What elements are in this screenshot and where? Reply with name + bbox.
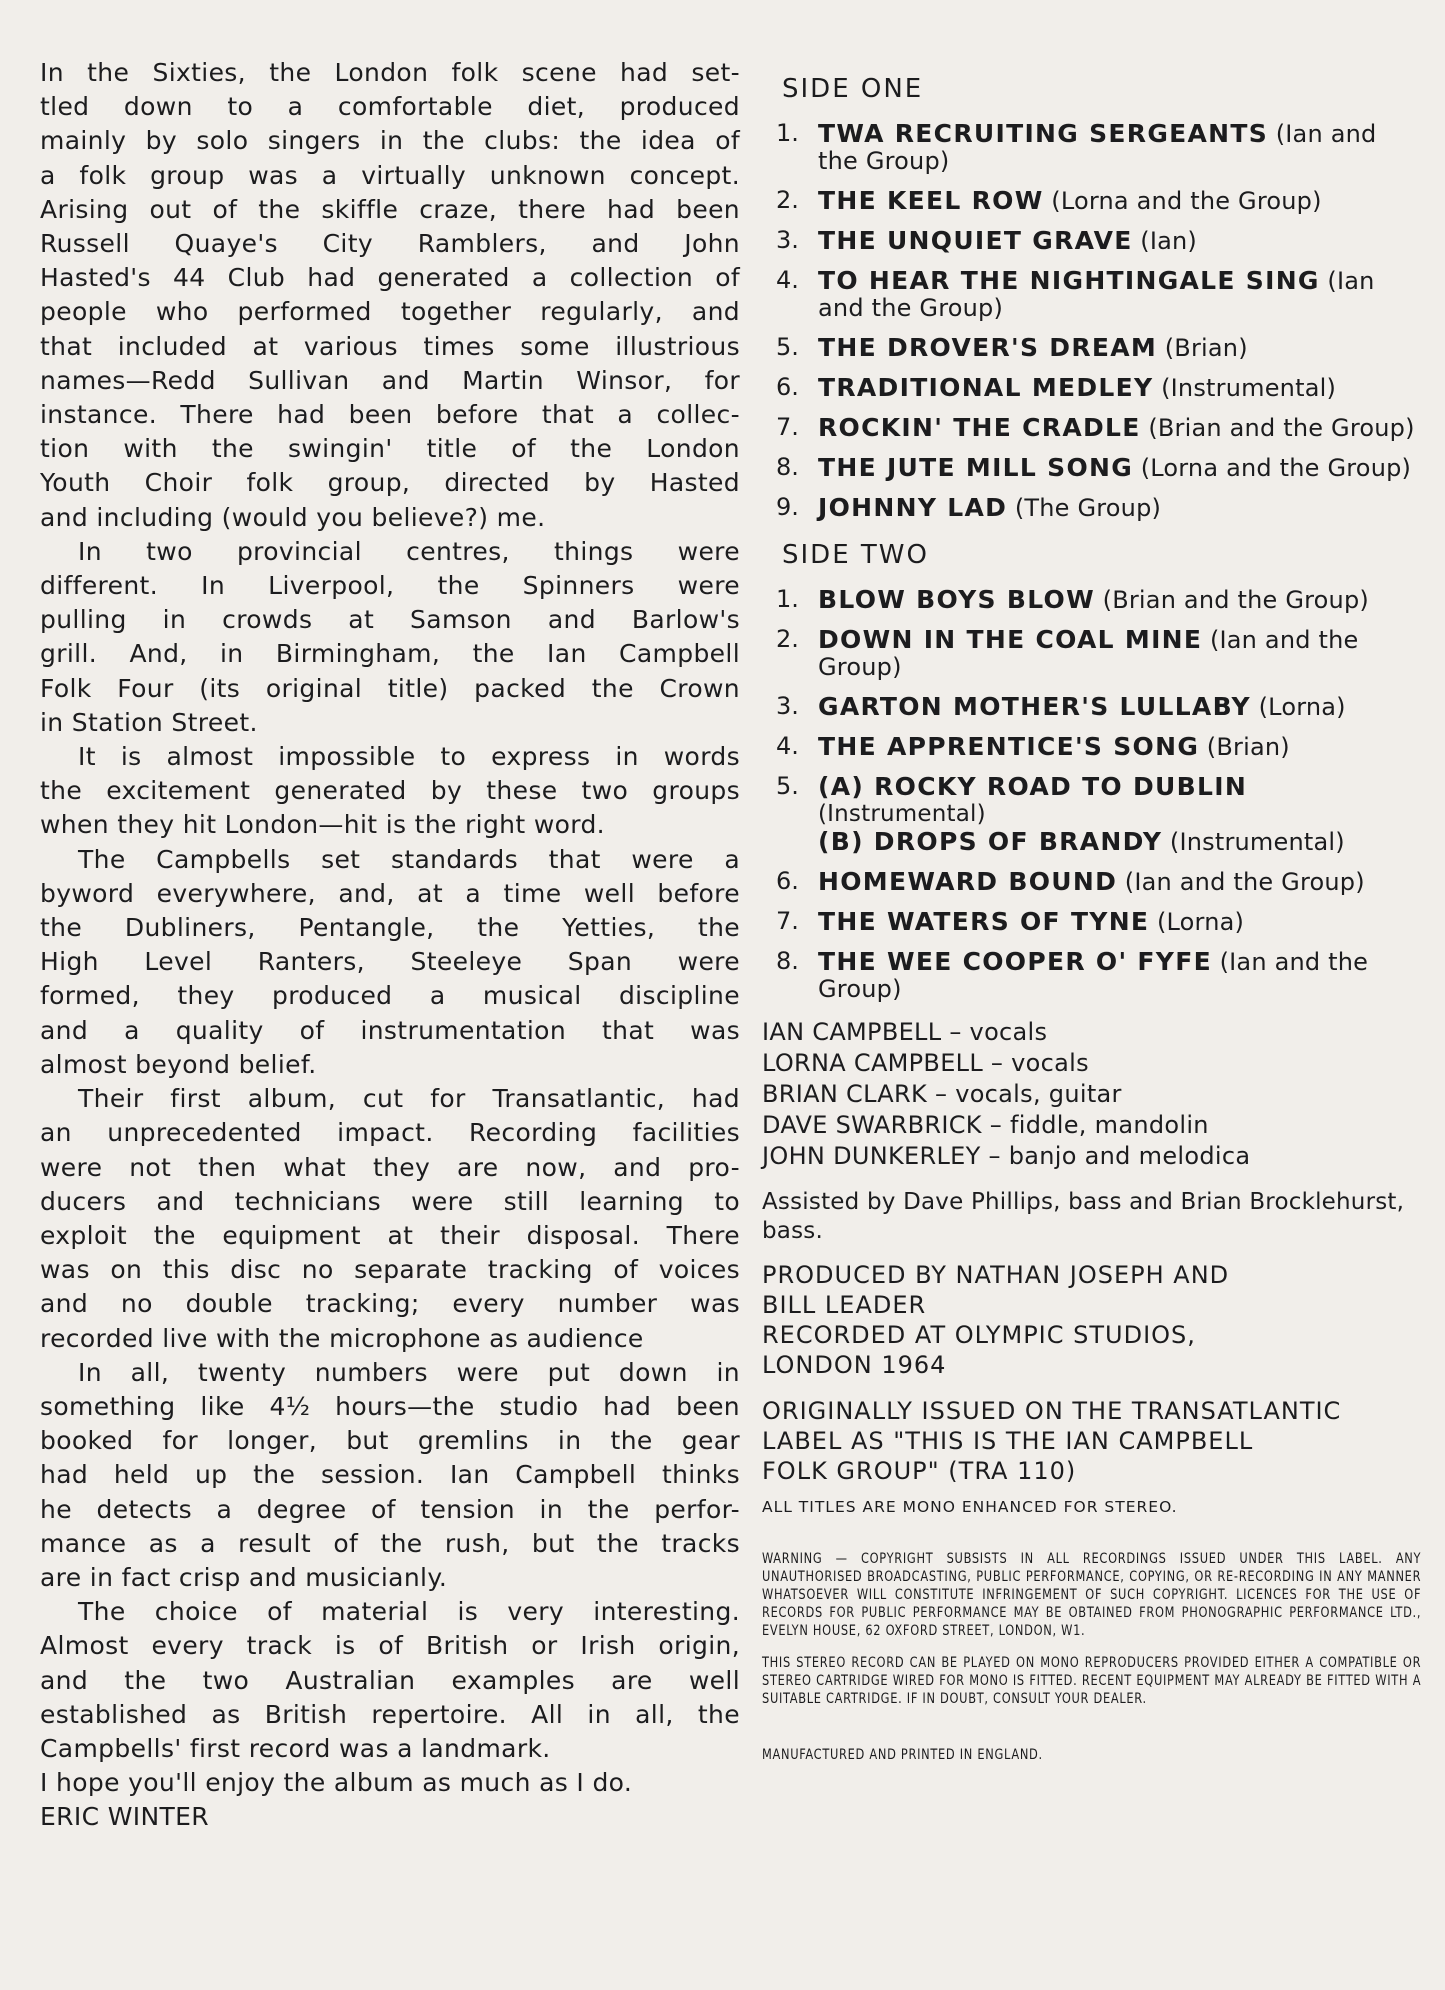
track-title: ROCKIN' THE CRADLE [818, 413, 1141, 442]
stereo-compatibility-note: THIS STEREO RECORD CAN BE PLAYED ON MONO REPRODUCERS PROVIDED EITHER A COMPATIBLE OR STEREO CARTRIDGE WIRED FOR MONO IS FITTED. RECENT EQUIPMENT MAY ALREADY BE FITTED WITH A SUITABLE CARTRIDGE. IF IN DOUBT, CONSULT YOUR DEALER. [762, 1655, 1422, 1707]
notes-line: and a quality of instrumentation that was [40, 1015, 740, 1045]
track-title: (A) ROCKY ROAD TO DUBLIN [818, 772, 1248, 801]
notes-paragraph [40, 1595, 740, 1766]
track-item [762, 334, 1422, 362]
track-title: THE KEEL ROW [818, 186, 1044, 215]
track-body [818, 586, 1422, 614]
track-body [818, 626, 1422, 681]
notes-line: formed, they produced a musical discipline [40, 981, 740, 1011]
track-title: THE WEE COOPER O' FYFE [818, 947, 1212, 976]
notes-line: established as British repertoire. All in all, the [40, 1699, 740, 1729]
track-item [762, 267, 1422, 322]
notes-line: grill. And, in Birmingham, the Ian Campbell [40, 639, 740, 669]
track-title: JOHNNY LAD [818, 493, 1008, 522]
track-number: 7. [776, 907, 799, 935]
notes-line: was on this disc no separate tracking of voices [40, 1255, 740, 1285]
notes-line: ducers and technicians were still learning to [40, 1186, 740, 1216]
notes-line: and including (would you believe?) me. [40, 502, 546, 532]
notes-line: when they hit London—hit is the right word. [40, 810, 605, 840]
liner-notes-column [40, 56, 740, 1835]
track-body [818, 374, 1422, 402]
track-body [818, 948, 1422, 1003]
notes-line: the Dubliners, Pentangle, the Yetties, the [40, 913, 740, 943]
notes-line: pulling in crowds at Samson and Barlow's [40, 605, 740, 635]
track-number: 8. [776, 453, 799, 481]
track-performer: (Brian) [1206, 733, 1290, 761]
track-item [762, 693, 1422, 721]
track-item [762, 454, 1422, 482]
track-performer: (The Group) [1014, 494, 1162, 522]
notes-line: tion with the swingin' title of the London [40, 434, 740, 464]
original-issue-line: LABEL AS "THIS IS THE IAN CAMPBELL [762, 1427, 1254, 1455]
track-performer: (Brian and the Group) [1102, 586, 1369, 614]
notes-line: Russell Quaye's City Ramblers, and John [40, 229, 740, 259]
track-number: 7. [776, 413, 799, 441]
track-body [818, 120, 1422, 175]
track-title: THE DROVER'S DREAM [818, 333, 1158, 362]
notes-paragraph [40, 535, 740, 740]
notes-line: In all, twenty numbers were put down in [78, 1357, 740, 1387]
track-body [818, 773, 1422, 856]
notes-line: Almost every track is of British or Irish origin, [40, 1631, 740, 1661]
track-number: 1. [776, 119, 799, 147]
personnel-line: IAN CAMPBELL – vocals [762, 1018, 1048, 1046]
notes-paragraph [40, 843, 740, 1082]
personnel-line: BRIAN CLARK – vocals, guitar [762, 1080, 1122, 1108]
track-title: THE JUTE MILL SONG [818, 453, 1134, 482]
track-number: 3. [776, 226, 799, 254]
track-title: BLOW BOYS BLOW [818, 585, 1095, 614]
notes-line: are in fact crisp and musicianly. [40, 1562, 448, 1592]
notes-line: byword everywhere, and, at a time well before [40, 878, 740, 908]
track-title: THE UNQUIET GRAVE [818, 226, 1133, 255]
track-item [762, 908, 1422, 936]
track-title: GARTON MOTHER'S LULLABY [818, 692, 1251, 721]
track-body [818, 334, 1422, 362]
notes-line: different. In Liverpool, the Spinners were [40, 571, 740, 601]
notes-line: Hasted's 44 Club had generated a collection of [40, 263, 740, 293]
track-performer: (Ian and the Group) [818, 120, 1377, 175]
production-line: PRODUCED BY NATHAN JOSEPH AND [762, 1261, 1230, 1289]
track-number: 2. [776, 186, 799, 214]
track-item [762, 494, 1422, 522]
track-item [762, 227, 1422, 255]
track-number: 6. [776, 867, 799, 895]
track-number: 9. [776, 493, 799, 521]
notes-line: in Station Street. [40, 707, 258, 737]
notes-line: instance. There had been before that a collec- [40, 400, 740, 430]
track-performer: (Ian) [1140, 227, 1197, 255]
track-body [818, 693, 1422, 721]
track-title: THE WATERS OF TYNE [818, 907, 1150, 936]
notes-line: exploit the equipment at their disposal. There [40, 1220, 740, 1250]
side-one-heading: SIDE ONE [782, 74, 924, 104]
notes-line: recorded live with the microphone as audience [40, 1323, 644, 1353]
track-title: TO HEAR THE NIGHTINGALE SING [818, 266, 1320, 295]
track-number: 5. [776, 772, 799, 800]
notes-line: and the two Australian examples are well [40, 1665, 740, 1695]
track-title: TRADITIONAL MEDLEY [818, 373, 1154, 402]
assisted-by-text: Assisted by Dave Phillips, bass and Brian Brocklehurst, bass. [762, 1189, 1405, 1244]
notes-line: High Level Ranters, Steeleye Span were [40, 947, 740, 977]
track-item [762, 187, 1422, 215]
track-body [818, 733, 1422, 761]
production-line: BILL LEADER [762, 1291, 927, 1319]
mono-enhanced-note: ALL TITLES ARE MONO ENHANCED FOR STEREO. [762, 1498, 1178, 1516]
notes-line: that included at various times some illustrious [40, 331, 740, 361]
track-body [818, 227, 1422, 255]
track-item [762, 120, 1422, 175]
notes-paragraph [40, 1356, 740, 1595]
notes-line: It is almost impossible to express in words [78, 742, 740, 772]
track-item [762, 586, 1422, 614]
notes-paragraph [40, 740, 740, 843]
side-two-heading: SIDE TWO [782, 540, 929, 570]
track-performer: (Brian and the Group) [1148, 414, 1415, 442]
notes-line: were not then what they are now, and pro- [40, 1152, 740, 1182]
notes-line: Youth Choir folk group, directed by Hasted [40, 468, 740, 498]
notes-line: tled down to a comfortable diet, produced [40, 92, 740, 122]
side-two-track-list [762, 586, 1422, 1003]
notes-line: Their first album, cut for Transatlantic, had [78, 1084, 740, 1114]
notes-paragraph [40, 1766, 740, 1800]
track-body [818, 494, 1422, 522]
notes-line: had held up the session. Ian Campbell thinks [40, 1460, 740, 1490]
track-performer: (Ian and the Group) [1124, 868, 1365, 896]
notes-line: a folk group was a virtually unknown concept. [40, 160, 740, 190]
track-title: DOWN IN THE COAL MINE [818, 625, 1203, 654]
notes-line: In the Sixties, the London folk scene had set- [40, 58, 740, 87]
track-performer: (Lorna) [1156, 908, 1245, 936]
notes-line: Campbells' first record was a landmark. [40, 1733, 551, 1763]
track-performer: (Instrumental) [1169, 828, 1345, 856]
personnel-line: JOHN DUNKERLEY – banjo and melodica [762, 1142, 1251, 1170]
track-performer: (Brian) [1164, 334, 1248, 362]
track-number: 6. [776, 373, 799, 401]
personnel-list [762, 1017, 1422, 1172]
track-item [762, 868, 1422, 896]
notes-line: The choice of material is very interesting. [78, 1597, 740, 1627]
notes-paragraph [40, 56, 740, 535]
notes-line: something like 4½ hours—the studio had been [40, 1391, 740, 1421]
notes-line: and no double tracking; every number was [40, 1289, 740, 1319]
track-item [762, 414, 1422, 442]
track-performer: (Instrumental) [818, 801, 986, 827]
track-performer: (Ian and the Group) [818, 267, 1375, 322]
personnel-line: LORNA CAMPBELL – vocals [762, 1049, 1089, 1077]
track-body [818, 267, 1422, 322]
notes-line: Folk Four (its original title) packed the Crown [40, 673, 740, 703]
personnel-line: DAVE SWARBRICK – fiddle, mandolin [762, 1111, 1209, 1139]
track-performer: (Ian and the Group) [818, 626, 1359, 681]
notes-line: almost beyond belief. [40, 1049, 317, 1079]
track-number: 8. [776, 947, 799, 975]
production-credits [762, 1260, 1422, 1380]
production-line: RECORDED AT OLYMPIC STUDIOS, [762, 1321, 1196, 1349]
track-performer: (Instrumental) [1161, 374, 1337, 402]
original-issue-line: FOLK GROUP" (TRA 110) [762, 1457, 1077, 1485]
track-body [818, 868, 1422, 896]
track-body [818, 187, 1422, 215]
track-number: 3. [776, 692, 799, 720]
track-performer: (Lorna) [1258, 693, 1346, 721]
manufactured-note: MANUFACTURED AND PRINTED IN ENGLAND. [762, 1747, 1043, 1763]
notes-line: people who performed together regularly, and [40, 297, 740, 327]
notes-line: names—Redd Sullivan and Martin Winsor, for [40, 365, 740, 395]
track-number: 5. [776, 333, 799, 361]
production-line: LONDON 1964 [762, 1351, 947, 1379]
track-body [818, 454, 1422, 482]
track-title: TWA RECRUITING SERGEANTS [818, 119, 1269, 148]
notes-line: mance as a result of the rush, but the tracks [40, 1528, 740, 1558]
notes-signature: ERIC WINTER [40, 1802, 210, 1832]
track-item [762, 773, 1422, 856]
track-title: (B) DROPS OF BRANDY [818, 827, 1163, 856]
track-item [762, 626, 1422, 681]
notes-line: the excitement generated by these two groups [40, 776, 740, 806]
notes-line: The Campbells set standards that were a [78, 844, 740, 874]
notes-line: he detects a degree of tension in the perfor- [40, 1494, 740, 1524]
original-issue-line: ORIGINALLY ISSUED ON THE TRANSATLANTIC [762, 1397, 1342, 1425]
track-performer: (Ian and the Group) [818, 948, 1369, 1003]
track-number: 4. [776, 732, 799, 760]
original-issue-note [762, 1396, 1422, 1486]
track-performer: (Lorna and the Group) [1051, 187, 1322, 215]
track-number: 2. [776, 625, 799, 653]
track-body [818, 908, 1422, 936]
track-number: 1. [776, 585, 799, 613]
notes-line: Arising out of the skiffle craze, there had been [40, 194, 740, 224]
notes-line: In two provincial centres, things were [78, 536, 740, 566]
notes-line: I hope you'll enjoy the album as much as I do. [40, 1768, 633, 1798]
track-listing-column [762, 56, 1422, 1764]
track-item [762, 733, 1422, 761]
side-one-track-list [762, 120, 1422, 522]
notes-paragraph [40, 1082, 740, 1356]
track-number: 4. [776, 266, 799, 294]
copyright-warning: WARNING — COPYRIGHT SUBSISTS IN ALL RECORDINGS ISSUED UNDER THIS LABEL. ANY UNAUTHORISED BROADCASTING, PUBLIC PERFORMANCE, COPYING, OR RE-RECORDING IN ANY MANNER WHATSOEVER WILL CONSTITUTE INFRINGEMENT OF SUCH COPYRIGHT. LICENCES FOR THE USE OF RECORDS FOR PUBLIC PERFORMANCE MAY BE OBTAINED FROM PHONOGRAPHIC PERFORMANCE LTD., EVELYN HOUSE, 62 OXFORD STREET, LONDON, W1. [762, 1551, 1422, 1639]
track-title: HOMEWARD BOUND [818, 867, 1118, 896]
track-performer: (Lorna and the Group) [1140, 454, 1412, 482]
track-title: THE APPRENTICE'S SONG [818, 732, 1200, 761]
notes-line: mainly by solo singers in the clubs: the idea of [40, 126, 740, 156]
track-item [762, 948, 1422, 1003]
notes-line: an unprecedented impact. Recording facilities [40, 1118, 740, 1148]
notes-line: booked for longer, but gremlins in the gear [40, 1426, 740, 1456]
track-item [762, 374, 1422, 402]
track-body [818, 414, 1422, 442]
